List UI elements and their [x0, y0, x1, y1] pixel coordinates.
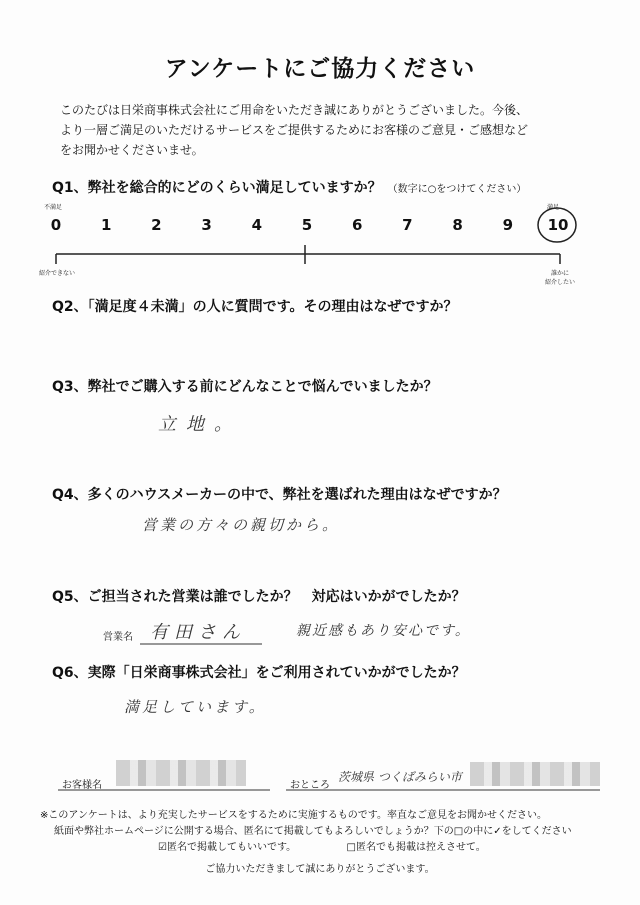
scale-number-1[interactable]: 1 [100, 216, 112, 234]
scale-number-8[interactable]: 8 [452, 216, 463, 234]
scale-right-bottom-label-2: 紹介したい [544, 279, 575, 286]
sales-rep-name: 有田さん [150, 622, 246, 643]
scale-number-0[interactable]: 0 [50, 216, 62, 234]
address-redacted [470, 762, 600, 786]
intro-line: より一層ご満足のいただけるサービスをご提供するためにお客様のご意見・ご感想など [60, 123, 529, 137]
question-4-text: Q4、多くのハウスメーカーの中で、弊社を選ばれた理由はなぜですか？ [52, 487, 507, 503]
option-2-checkbox[interactable]: □ [346, 842, 356, 853]
footer-thanks: ご協力いただきまして誠にありがとうございます。 [205, 864, 435, 875]
question-5-comment: 親近感もあり安心です。 [296, 623, 471, 639]
scale-number-10[interactable]: 10 [547, 216, 569, 234]
scale-right-top-label: 満足 [547, 204, 560, 211]
option-1-label: 匿名で掲載してもいいです。 [166, 842, 297, 853]
scale-number-5[interactable]: 5 [301, 216, 313, 234]
question-1-note: （数字に○をつけてください） [387, 184, 527, 195]
survey-title: アンケートにご協力ください [164, 56, 476, 82]
address-visible: 茨城県 つくばみらい市 [338, 770, 462, 784]
scale-number-4[interactable]: 4 [251, 216, 263, 234]
customer-name-label: お客様名 [62, 780, 102, 791]
option-2-label: 匿名でも掲載は控えさせて。 [356, 842, 486, 853]
footer-notice-1: ※このアンケートは、より充実したサービスをするために実施するものです。率直なご意見をお聞かせください。 [40, 810, 547, 821]
question-1-text: Q1、弊社を総合的にどのくらい満足していますか？ [52, 180, 382, 196]
scale-number-7[interactable]: 7 [402, 216, 413, 234]
scale-left-bottom-label: 紹介できない [39, 270, 76, 277]
scale-left-top-label: 不満足 [44, 204, 63, 211]
question-3-text: Q3、弊社でご購入する前にどんなことで悩んでいましたか？ [52, 379, 438, 395]
footer [40, 808, 600, 878]
question-3-answer: 立地。 [158, 414, 242, 435]
address-label: おところ [290, 780, 330, 791]
question-5-text: Q5、ご担当された営業は誰でしたか？ 対応はいかがでしたか？ [52, 589, 466, 605]
intro-line: このたびは日栄商事株式会社にご用命をいただき誠にありがとうございました。今後、 [60, 103, 529, 117]
sales-rep-label: 営業名 [103, 632, 133, 643]
footer-notice-2: 紙面や弊社ホームページに公開する場合、匿名にて掲載してもよろしいでしょうか？下の□の中に✓をしてください [54, 826, 572, 837]
question-6-answer: 満足しています。 [124, 698, 267, 716]
option-1-checkbox[interactable]: ☑ [158, 842, 167, 853]
question-4-answer: 営業の方々の親切から。 [142, 516, 341, 534]
scale-number-9[interactable]: 9 [502, 216, 514, 234]
scale-number-3[interactable]: 3 [201, 216, 212, 234]
scale-right-bottom-label-1: 誰かに [550, 270, 569, 277]
scale-number-6[interactable]: 6 [351, 216, 363, 234]
publish-options [40, 840, 600, 856]
question-2-text: Q2、「満足度４未満」の人に質問です。その理由はなぜですか？ [52, 299, 458, 315]
scale-number-2[interactable]: 2 [151, 216, 162, 234]
intro-line: をお聞かせくださいませ。 [60, 143, 204, 157]
question-6-text: Q6、実際「日栄商事株式会社」をご利用されていかがでしたか？ [52, 665, 466, 681]
